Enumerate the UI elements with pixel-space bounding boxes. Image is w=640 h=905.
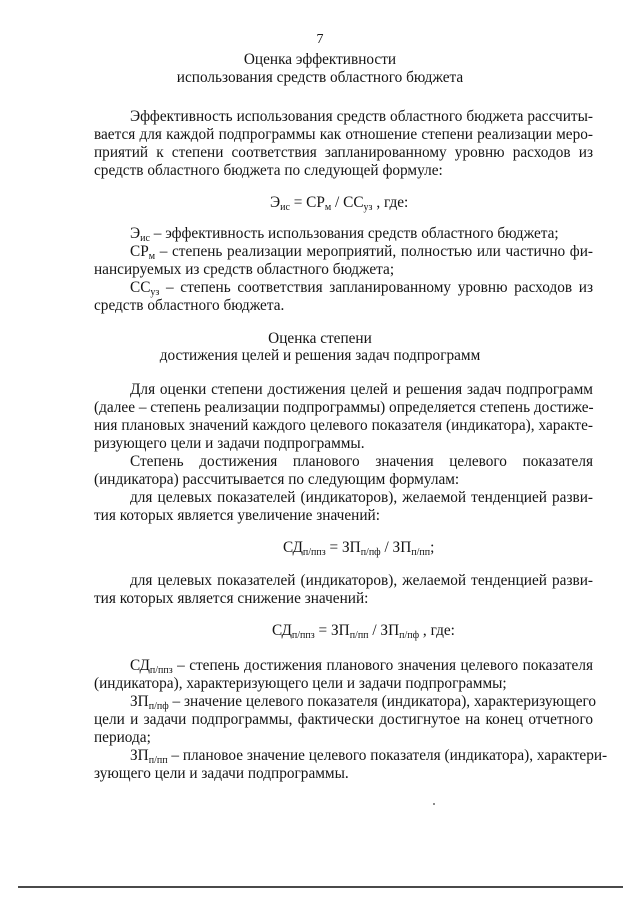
section1-title-line2: использования средств областного бюджета — [176, 69, 464, 86]
efficiency-formula: $Э_{ис} = СР_м / СС_{уз}$ , где: — [270, 194, 409, 213]
def-eis: $Э_{ис}$ – эффективность использования средств областного бюджета; — [130, 225, 559, 244]
section2-title-line1: Оценка степени — [268, 330, 372, 347]
section2-para2-line2: (индикатора) рассчитывается по следующим формулам: — [94, 471, 460, 488]
scan-edge-line — [18, 886, 623, 888]
section2-para1-line1: Для оценки степени достижения целей и решения задач подпрограмм — [130, 381, 593, 398]
def-ssuz: $СС_{уз}$ – степень соответствия запланированному уровню расходов из — [130, 279, 593, 298]
section2-para2-line1: Степень достижения планового значения целевого показателя — [130, 453, 593, 470]
def-sd: $СД_{п/ппз}$ – степень достижения планового значения целевого показателя — [130, 657, 593, 676]
increase-case-line2: тия которых является увеличение значений: — [94, 507, 380, 524]
section1-para-line1: Эффективность использования средств областного бюджета рассчиты- — [130, 108, 593, 125]
def-zp-f-cont1: цели и задачи подпрограммы, фактически достигнутое на конец отчетного — [94, 711, 593, 728]
def-zp-p-cont: зующего цели и задачи подпрограммы. — [94, 765, 349, 782]
def-zp-f: $ЗП_{п/пф}$ – значение целевого показателя (индикатора), характеризующего — [130, 693, 597, 712]
section1-para-line3: приятий к степени соответствия запланированному уровню расходов из — [94, 144, 593, 161]
section2-para1-line4: ризующего цели и задачи подпрограммы. — [94, 435, 365, 452]
scan-speck — [433, 803, 435, 805]
page-number: 7 — [316, 32, 324, 47]
def-zp-p: $ЗП_{п/пп}$ – плановое значение целевого показателя (индикатора), характери- — [130, 747, 608, 766]
section2-para1-line3: ния плановых значений каждого целевого показателя (индикатора), характе- — [94, 417, 593, 434]
section1-title-line1: Оценка эффективности — [243, 51, 397, 68]
section2-para1-line2: (далее – степень реализации подпрограммы) определяется степень достиже- — [94, 399, 594, 416]
def-srm-cont: нансируемых из средств областного бюджета; — [94, 261, 395, 278]
formula-increase: $СД_{п/ппз} = ЗП_{п/пф} / ЗП_{п/пп}$; — [283, 539, 435, 558]
def-srm: $СР_м$ – степень реализации мероприятий, полностью или частично фи- — [130, 243, 593, 262]
def-sd-cont: (индикатора), характеризующего цели и задачи подпрограммы; — [94, 675, 507, 692]
section1-para-line2: вается для каждой подпрограммы как отношение степени реализации меро- — [94, 126, 593, 143]
decrease-case-line1: для целевых показателей (индикаторов), желаемой тенденцией разви- — [130, 572, 593, 589]
increase-case-line1: для целевых показателей (индикаторов), желаемой тенденцией разви- — [130, 489, 593, 506]
section1-para-line4: средств областного бюджета по следующей формуле: — [94, 162, 443, 179]
def-ssuz-cont: средств областного бюджета. — [94, 297, 285, 314]
decrease-case-line2: тия которых является снижение значений: — [94, 590, 369, 607]
formula-decrease: $СД_{п/ппз} = ЗП_{п/пп} / ЗП_{п/пф}$ , где: — [272, 622, 455, 641]
def-zp-f-cont2: периода; — [94, 729, 151, 746]
section2-title-line2: достижения целей и решения задач подпрограмм — [159, 347, 481, 364]
